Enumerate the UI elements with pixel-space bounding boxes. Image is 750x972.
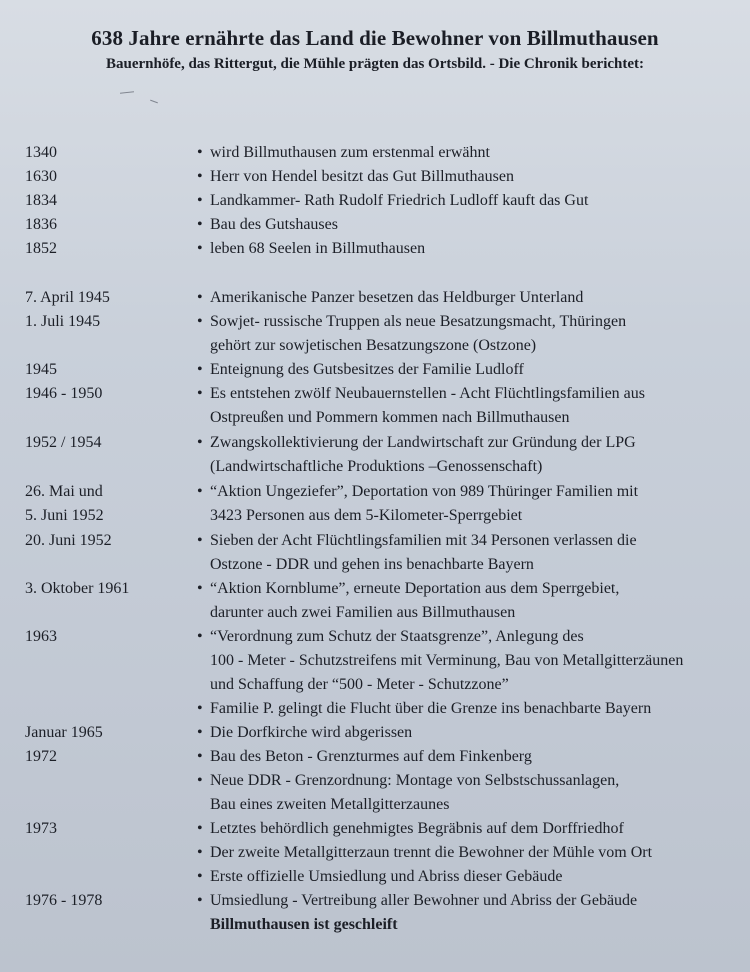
timeline-text: gehört zur sowjetischen Besatzungszone (Ostzone) <box>210 337 537 354</box>
timeline-date: 3. Oktober 1961 <box>25 580 130 597</box>
timeline-text: Umsiedlung - Vertreibung aller Bewohner und Abriss der Gebäude <box>210 892 638 909</box>
timeline-row <box>0 841 750 865</box>
bullet-icon: • <box>197 748 203 765</box>
bullet-icon: • <box>197 772 203 789</box>
bullet-icon: • <box>197 724 203 741</box>
timeline-date: 1972 <box>25 748 57 765</box>
timeline-date: 1630 <box>25 168 57 185</box>
timeline-text: Sieben der Acht Flüchtlingsfamilien mit 34 Personen verlassen die <box>210 532 637 549</box>
timeline-row <box>0 697 750 721</box>
timeline-text: Erste offizielle Umsiedlung und Abriss dieser Gebäude <box>210 868 563 885</box>
timeline-text: Bau des Gutshauses <box>210 216 338 233</box>
bullet-icon: • <box>197 192 203 209</box>
timeline-text: Bau des Beton - Grenzturmes auf dem Finkenberg <box>210 748 532 765</box>
timeline-text: 100 - Meter - Schutzstreifens mit Verminung, Bau von Metallgitterzäunen <box>210 652 684 669</box>
timeline-text: Letztes behördlich genehmigtes Begräbnis auf dem Dorffriedhof <box>210 820 624 837</box>
timeline-text: Bau eines zweiten Metallgitterzaunes <box>210 796 450 813</box>
bullet-icon: • <box>197 580 203 597</box>
bullet-icon: • <box>197 532 203 549</box>
timeline-date: 1834 <box>25 192 57 209</box>
timeline-date: 1946 - 1950 <box>25 385 103 402</box>
timeline-text: Herr von Hendel besitzt das Gut Billmuthausen <box>210 168 514 185</box>
timeline-text: Landkammer- Rath Rudolf Friedrich Ludloff kauft das Gut <box>210 192 589 209</box>
timeline-text: darunter auch zwei Familien aus Billmuthausen <box>210 604 516 621</box>
timeline-row <box>0 721 750 745</box>
timeline-date: 20. Juni 1952 <box>25 532 112 549</box>
timeline-row <box>0 431 750 455</box>
timeline-date: 1963 <box>25 628 57 645</box>
timeline-row <box>0 625 750 649</box>
timeline-text: Der zweite Metallgitterzaun trennt die Bewohner der Mühle vom Ort <box>210 844 653 861</box>
timeline-row <box>0 913 750 937</box>
timeline-row <box>0 237 750 261</box>
bullet-icon: • <box>197 168 203 185</box>
timeline-row <box>0 745 750 769</box>
bullet-icon: • <box>197 361 203 378</box>
bullet-icon: • <box>197 216 203 233</box>
bullet-icon: • <box>197 144 203 161</box>
timeline-date: 1945 <box>25 361 57 378</box>
timeline-text: “Aktion Kornblume”, erneute Deportation aus dem Sperrgebiet, <box>210 580 620 597</box>
bullet-icon: • <box>197 868 203 885</box>
bullet-icon: • <box>197 289 203 306</box>
bullet-icon: • <box>197 483 203 500</box>
timeline-row <box>0 213 750 237</box>
timeline-row <box>0 165 750 189</box>
timeline-row <box>0 480 750 504</box>
timeline-text: 3423 Personen aus dem 5-Kilometer-Sperrgebiet <box>210 507 523 524</box>
timeline-row <box>0 553 750 577</box>
timeline-row <box>0 382 750 406</box>
scratch-mark <box>120 91 134 93</box>
timeline-date: 1952 / 1954 <box>25 434 102 451</box>
timeline-text: leben 68 Seelen in Billmuthausen <box>210 240 426 257</box>
timeline-row <box>0 769 750 793</box>
timeline-row <box>0 141 750 165</box>
timeline-text: und Schaffung der “500 - Meter - Schutzzone” <box>210 676 509 693</box>
bullet-icon: • <box>197 820 203 837</box>
timeline-date: 5. Juni 1952 <box>25 507 104 524</box>
timeline-date: 1340 <box>25 144 57 161</box>
timeline-row <box>0 889 750 913</box>
timeline-text: Es entstehen zwölf Neubauernstellen - Acht Flüchtlingsfamilien aus <box>210 385 645 402</box>
bullet-icon: • <box>197 313 203 330</box>
timeline-row <box>0 577 750 601</box>
bullet-icon: • <box>197 240 203 257</box>
timeline-row <box>0 455 750 479</box>
bullet-icon: • <box>197 385 203 402</box>
timeline-row <box>0 189 750 213</box>
timeline-text: Neue DDR - Grenzordnung: Montage von Selbstschussanlagen, <box>210 772 620 789</box>
timeline-text: Sowjet- russische Truppen als neue Besatzungsmacht, Thüringen <box>210 313 627 330</box>
timeline-row <box>0 504 750 528</box>
timeline-text: Enteignung des Gutsbesitzes der Familie Ludloff <box>210 361 524 378</box>
closing-statement: Billmuthausen ist geschleift <box>210 916 398 933</box>
timeline-date: Januar 1965 <box>25 724 103 741</box>
page-title: 638 Jahre ernährte das Land die Bewohner von Billmuthausen <box>91 26 659 50</box>
timeline-text: (Landwirtschaftliche Produktions –Genossenschaft) <box>210 458 543 475</box>
timeline-date: 1973 <box>25 820 57 837</box>
timeline-date: 1976 - 1978 <box>25 892 103 909</box>
timeline-row <box>0 358 750 382</box>
timeline-text: Ostpreußen und Pommern kommen nach Billmuthausen <box>210 409 570 426</box>
timeline-row <box>0 865 750 889</box>
bullet-icon: • <box>197 844 203 861</box>
timeline-date: 1836 <box>25 216 57 233</box>
bullet-icon: • <box>197 628 203 645</box>
page-subtitle: Bauernhöfe, das Rittergut, die Mühle prägten das Ortsbild. - Die Chronik berichtet: <box>105 56 645 72</box>
timeline-row <box>0 529 750 553</box>
scratch-mark <box>150 100 158 104</box>
timeline-row <box>0 673 750 697</box>
timeline-row <box>0 406 750 430</box>
bullet-icon: • <box>197 892 203 909</box>
timeline-row <box>0 310 750 334</box>
timeline-date: 1852 <box>25 240 57 257</box>
timeline-text: Zwangskollektivierung der Landwirtschaft zur Gründung der LPG <box>210 434 636 451</box>
timeline-text: Die Dorfkirche wird abgerissen <box>210 724 413 741</box>
timeline-row <box>0 286 750 310</box>
bullet-icon: • <box>197 434 203 451</box>
bullet-icon: • <box>197 700 203 717</box>
timeline-row <box>0 649 750 673</box>
timeline-date: 7. April 1945 <box>25 289 110 306</box>
timeline-row <box>0 817 750 841</box>
timeline-date: 26. Mai und <box>25 483 103 500</box>
timeline-text: “Verordnung zum Schutz der Staatsgrenze”, Anlegung des <box>210 628 584 645</box>
timeline-date: 1. Juli 1945 <box>25 313 101 330</box>
timeline-text: wird Billmuthausen zum erstenmal erwähnt <box>210 144 490 161</box>
timeline-text: Familie P. gelingt die Flucht über die Grenze ins benachbarte Bayern <box>210 700 652 717</box>
timeline-text: Amerikanische Panzer besetzen das Heldburger Unterland <box>210 289 584 306</box>
timeline-row <box>0 334 750 358</box>
timeline-text: Ostzone - DDR und gehen ins benachbarte Bayern <box>210 556 534 573</box>
timeline-row <box>0 793 750 817</box>
timeline-row <box>0 601 750 625</box>
timeline-text: “Aktion Ungeziefer”, Deportation von 989 Thüringer Familien mit <box>210 483 639 500</box>
